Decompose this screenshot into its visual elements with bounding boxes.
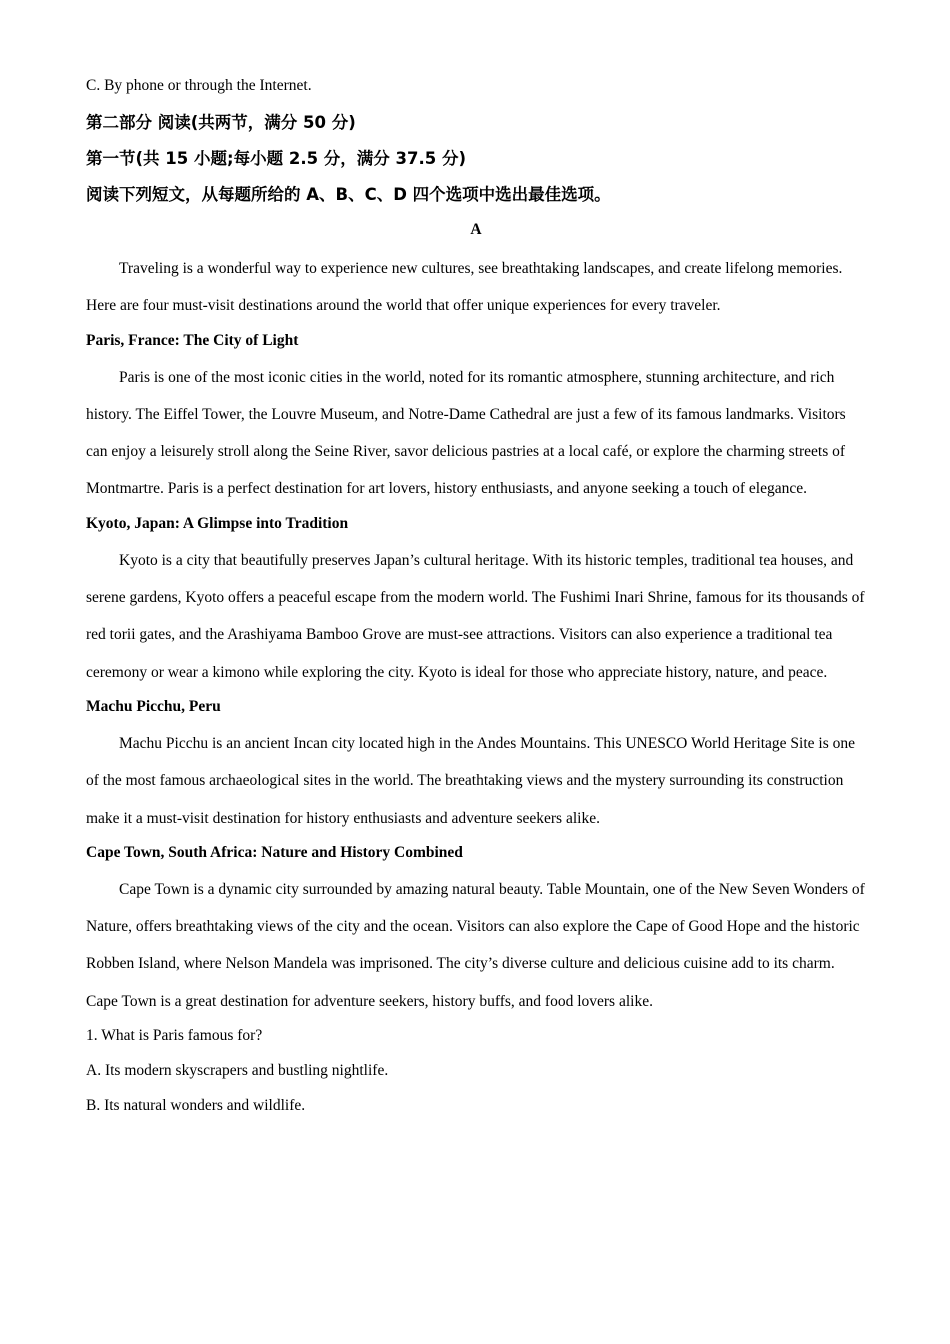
destination-text-kyoto: Kyoto is a city that beautifully preserves Japan’s cultural heritage. With its historic temples, traditional tea houses, and serene gardens, Kyoto offers a peaceful escape from the modern world. The Fushimi Inari Shrine, famous for its thousands of red torii gates, and the Arashiyama Bamboo Grove are must-see attractions. Visitors can also experience a traditional tea ceremony or wear a kimono while exploring the city. Kyoto is ideal for those who appreciate history, nature, and peace. bbox=[86, 551, 865, 681]
document-page bbox=[86, 74, 866, 1118]
section-title: 第一节(共 15 小题;每小题 2.5 分，满分 37.5 分) bbox=[86, 149, 467, 168]
passage-label: A bbox=[470, 221, 482, 238]
destination-heading-kyoto: Kyoto, Japan: A Glimpse into Tradition bbox=[86, 514, 349, 532]
destination-heading-machu-picchu: Machu Picchu, Peru bbox=[86, 697, 221, 715]
destination-heading-paris: Paris, France: The City of Light bbox=[86, 331, 299, 349]
intro-paragraph: Traveling is a wonderful way to experience new cultures, see breathtaking landscapes, and create lifelong memories. Here are four must-visit destinations around the world that offer unique experiences for every traveler. bbox=[86, 260, 843, 315]
question-1-option-a: A. Its modern skyscrapers and bustling nightlife. bbox=[86, 1062, 389, 1080]
destination-text-cape-town: Cape Town is a dynamic city surrounded by amazing natural beauty. Table Mountain, one of the New Seven Wonders of Nature, offers breathtaking views of the city and the ocean. Visitors can also explore the Cape of Good Hope and the historic Robben Island, where Nelson Mandela was imprisoned. The city’s diverse culture and delicious cuisine add to its charm. Cape Town is a great destination for adventure seekers, history buffs, and food lovers alike. bbox=[86, 880, 865, 1010]
question-1-stem: 1. What is Paris famous for? bbox=[86, 1027, 263, 1045]
part-title: 第二部分 阅读(共两节，满分 50 分) bbox=[86, 113, 356, 132]
destination-text-paris: Paris is one of the most iconic cities in the world, noted for its romantic atmosphere, stunning architecture, and rich history. The Eiffel Tower, the Louvre Museum, and Notre-Dame Cathedral are just a few of its famous landmarks. Visitors can enjoy a leisurely stroll along the Seine River, savor delicious pastries at a local café, or explore the charming streets of Montmartre. Paris is a perfect destination for art lovers, history enthusiasts, and anyone seeking a touch of elegance. bbox=[86, 368, 846, 498]
destination-text-machu-picchu: Machu Picchu is an ancient Incan city located high in the Andes Mountains. This UNESCO World Heritage Site is one of the most famous archaeological sites in the world. The breathtaking views and the mystery surrounding its construction make it a must-visit destination for history enthusiasts and adventure seekers alike. bbox=[86, 734, 856, 827]
instruction: 阅读下列短文，从每题所给的 A、B、C、D 四个选项中选出最佳选项。 bbox=[86, 185, 611, 204]
question-1-option-b: B. Its natural wonders and wildlife. bbox=[86, 1097, 306, 1115]
destination-heading-cape-town: Cape Town, South Africa: Nature and History Combined bbox=[86, 843, 463, 861]
previous-option-c: C. By phone or through the Internet. bbox=[86, 77, 312, 94]
